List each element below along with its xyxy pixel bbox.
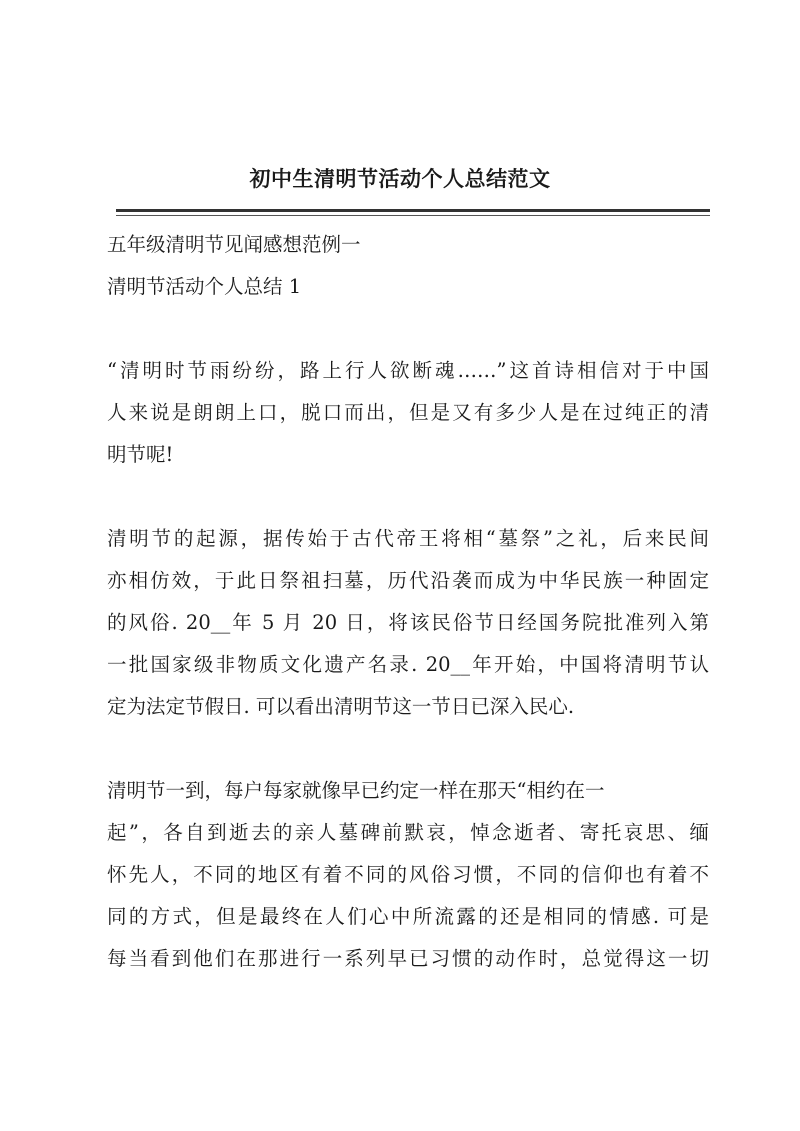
paragraph-line: 的风俗. 20__年 5 月 20 日，将该民俗节日经国务院批准列入第: [107, 611, 709, 634]
document-body: [107, 224, 709, 980]
paragraph-gap: [107, 476, 709, 518]
paragraph-gap: [107, 728, 709, 770]
paragraph-line: “清明时节雨纷纷，路上行人欲断魂……”这首诗相信对于中国: [107, 359, 709, 382]
paragraph-gap: [107, 308, 709, 350]
paragraph-1: [107, 350, 709, 476]
paragraph-line: 清明节一到，每户每家就像早已约定一样在那天“相约在一: [107, 779, 605, 802]
paragraph-line: 一批国家级非物质文化遗产名录. 20__年开始，中国将清明节认: [107, 653, 709, 676]
title-divider-thin: [116, 215, 710, 216]
paragraph-line: 定为法定节假日. 可以看出清明节这一节日已深入民心.: [107, 695, 575, 718]
section-heading: 五年级清明节见闻感想范例一: [107, 233, 361, 256]
document-title: 初中生清明节活动个人总结范文: [249, 166, 551, 191]
paragraph-line: 人来说是朗朗上口，脱口而出，但是又有多少人是在过纯正的清: [107, 401, 709, 424]
section-subheading: 清明节活动个人总结 1: [107, 275, 302, 298]
title-divider-thick: [116, 209, 710, 212]
paragraph-line: 同的方式，但是最终在人们心中所流露的还是相同的情感. 可是: [107, 905, 709, 928]
paragraph-line: 清明节的起源，据传始于古代帝王将相“墓祭”之礼，后来民间: [107, 527, 709, 550]
paragraph-3: [107, 770, 709, 980]
paragraph-line: 明节呢!: [107, 443, 174, 466]
paragraph-line: 怀先人，不同的地区有着不同的风俗习惯，不同的信仰也有着不: [107, 863, 709, 886]
paragraph-line: 亦相仿效，于此日祭祖扫墓，历代沿袭而成为中华民族一种固定: [107, 569, 709, 592]
paragraph-2: [107, 518, 709, 728]
paragraph-line: 起”，各自到逝去的亲人墓碑前默哀，悼念逝者、寄托哀思、缅: [107, 821, 709, 844]
paragraph-line: 每当看到他们在那进行一系列早已习惯的动作时，总觉得这一切: [107, 947, 709, 970]
